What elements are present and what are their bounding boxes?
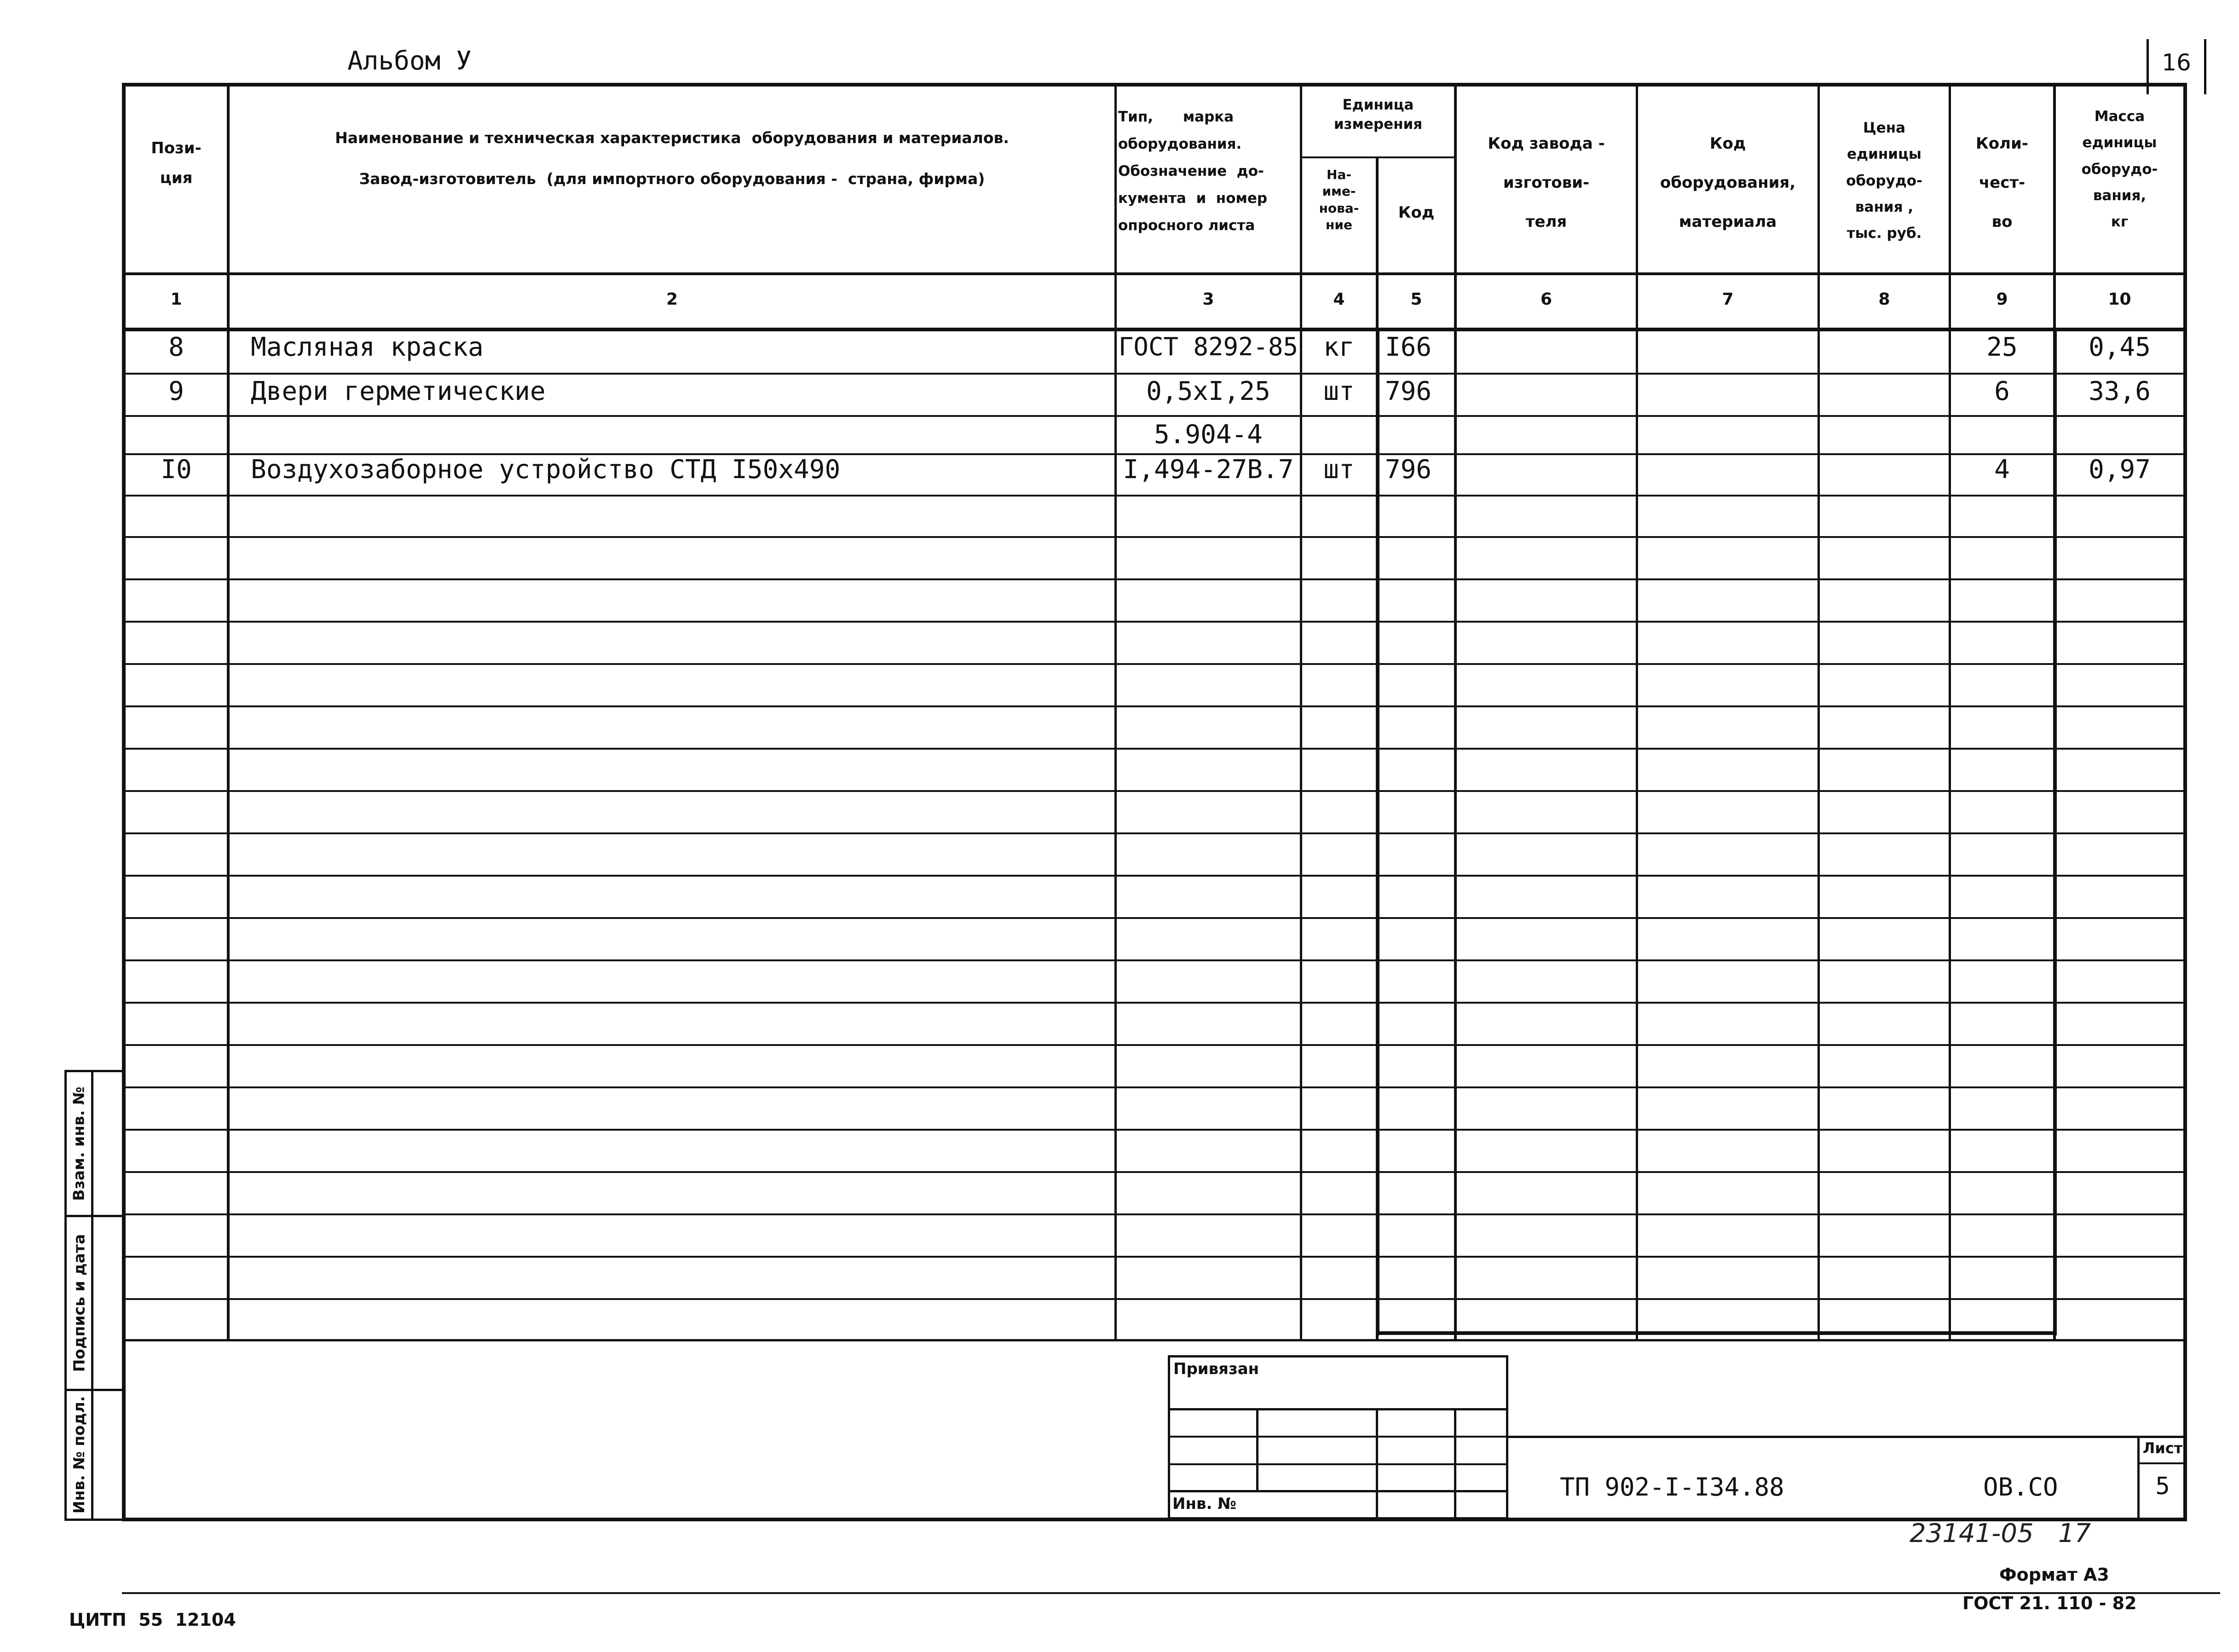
list-number: 5: [2155, 1473, 2170, 1500]
handwritten-number: 23141-05 17: [1910, 1519, 2091, 1548]
doc-section: ОВ.СО: [1983, 1473, 2058, 1502]
side-stamp-inv: Инв. № подл.: [70, 1396, 88, 1514]
privyazan-h3: [1168, 1463, 1508, 1465]
col-line-2: [1114, 83, 1117, 1341]
table-row-line: [122, 495, 2186, 497]
frame-top: [122, 83, 2186, 87]
row-code: 796: [1385, 376, 1432, 406]
bold-box-left: [1376, 328, 1379, 1335]
row-code: I66: [1385, 332, 1432, 362]
privyazan-v1: [1256, 1408, 1258, 1492]
row-code: 796: [1385, 455, 1432, 485]
table-row-line: [122, 1171, 2186, 1173]
table-row-line: [122, 536, 2186, 538]
col2-header-line1: Наименование и техническая характеристика оборудования и материалов.: [335, 129, 1009, 147]
colnum-bottom-line: [122, 328, 2186, 331]
row-unit: шт: [1323, 376, 1355, 406]
col7-header: Код оборудования, материала: [1660, 134, 1796, 231]
colnum-7: 7: [1722, 290, 1734, 309]
col2-header: [230, 129, 1114, 188]
table-row-line: [122, 373, 2186, 375]
col-line-5: [1454, 83, 1457, 1341]
row-unit: шт: [1323, 455, 1355, 485]
col9-header: Коли- чест- во: [1976, 134, 2028, 231]
side-stamp-podpis: Подпись и дата: [70, 1234, 88, 1372]
side-stamp-divider: [91, 1070, 93, 1521]
col-line-7: [1818, 83, 1820, 1341]
row-name: Двери герметические: [251, 376, 546, 406]
col3-header-line: оборудования.: [1118, 135, 1242, 152]
privyazan-v2: [1376, 1408, 1378, 1519]
row-pos: I0: [161, 455, 192, 485]
row-qty: 4: [1994, 455, 2010, 485]
table-row-line: [122, 705, 2186, 707]
row-mass: 33,6: [2089, 376, 2151, 406]
col5-header: Код: [1398, 203, 1435, 222]
side-stamp-podpis-wrap: [67, 1217, 91, 1389]
row-type: ГОСТ 8292-85: [1118, 332, 1298, 361]
col6-header: Код завода - изготови- теля: [1488, 134, 1605, 231]
col2-header-line2: Завод-изготовитель (для импортного оборудования - страна, фирма): [359, 170, 985, 188]
row-name: Масляная краска: [251, 332, 484, 362]
inv-no-label: Инв. №: [1172, 1495, 1237, 1513]
table-row-line: [122, 959, 2186, 961]
frame-right: [2183, 83, 2187, 1521]
table-row-line: [122, 917, 2186, 919]
side-stamp-inv-wrap: [67, 1391, 91, 1519]
table-row-line: [122, 1002, 2186, 1004]
table-row-line: [122, 832, 2186, 834]
privyazan-h1: [1168, 1408, 1508, 1410]
col-line-3: [1300, 83, 1302, 1341]
row-type: I,494-27B.7: [1123, 455, 1294, 485]
footer-format: Формат А3: [1999, 1565, 2109, 1585]
table-bottom-line: [122, 1339, 2186, 1341]
table-row-line: [122, 578, 2186, 580]
docblock-top: [1508, 1436, 2187, 1438]
header-bottom-line: [122, 272, 2186, 275]
side-stamp-vzam: Взам. инв. №: [70, 1086, 88, 1201]
privyazan-v3: [1454, 1408, 1456, 1519]
page-number-corner: 16: [2162, 49, 2191, 76]
colnum-8: 8: [1878, 290, 1890, 309]
frame-bottom: [122, 1518, 2187, 1521]
row-pos: 9: [168, 376, 184, 406]
col-line-1: [227, 83, 230, 1341]
table-row-line: [122, 748, 2186, 750]
row-unit: кг: [1323, 332, 1355, 362]
table-row-line: [122, 663, 2186, 665]
table-row-line: [122, 1298, 2186, 1300]
table-row-line: [122, 1256, 2186, 1258]
privyazan-h4: [1168, 1490, 1508, 1492]
table-row-line: [122, 415, 2186, 417]
list-box-mid: [2137, 1462, 2187, 1464]
colnum-1: 1: [170, 290, 182, 309]
colnum-6: 6: [1540, 290, 1552, 309]
table-row-line: [122, 875, 2186, 877]
row-qty: 6: [1994, 376, 2010, 406]
bold-box-bottom: [1376, 1331, 2056, 1335]
footer-printer: ЦИТП 55 12104: [69, 1610, 236, 1630]
album-label: Альбом У: [347, 46, 472, 76]
col10-header: Масса единицы оборудо- вания, кг: [2081, 108, 2158, 231]
row-mass: 0,45: [2089, 332, 2151, 362]
col3-header-line: кумента и номер: [1118, 190, 1268, 207]
footer-line: [122, 1592, 2220, 1594]
table-row-line: [122, 1213, 2186, 1215]
colnum-4: 4: [1333, 290, 1345, 309]
table-row-line: [122, 790, 2186, 792]
row-mass: 0,97: [2089, 455, 2151, 485]
list-label: Лист: [2142, 1439, 2183, 1457]
row-type: 5.904-4: [1154, 420, 1263, 450]
table-row-line: [122, 1129, 2186, 1131]
col3-header-line: Обозначение до-: [1118, 162, 1264, 179]
col-line-6: [1636, 83, 1638, 1341]
colnum-9: 9: [1996, 290, 2008, 309]
colnum-5: 5: [1410, 290, 1422, 309]
colnum-10: 10: [2108, 290, 2131, 309]
col3-header-line: опросного листа: [1118, 217, 1255, 234]
colnum-2: 2: [666, 290, 678, 309]
col3-header-line: Тип, марка: [1118, 109, 1234, 125]
row-type: 0,5xI,25: [1146, 376, 1270, 406]
privyazan-h2: [1168, 1436, 1508, 1438]
col1-header: Пози- ция: [151, 139, 202, 187]
table-row-line: [122, 1086, 2186, 1088]
privyazan-label: Привязан: [1173, 1360, 1259, 1378]
col4-header: На- име- нова- ние: [1319, 167, 1359, 233]
side-stamp-vzam-wrap: [67, 1072, 91, 1215]
table-row-line: [122, 621, 2186, 623]
colnum-3: 3: [1202, 290, 1214, 309]
footer-gost: ГОСТ 21. 110 - 82: [1962, 1593, 2137, 1613]
unit-group-header: Единица измерения: [1333, 97, 1423, 133]
row-name: Воздухозаборное устройство СТД I50x490: [251, 455, 841, 485]
table-row-line: [122, 1044, 2186, 1046]
row-qty: 25: [1986, 332, 2018, 362]
doc-code: ТП 902-I-I34.88: [1560, 1473, 1784, 1502]
col-line-8: [1949, 83, 1951, 1341]
row-pos: 8: [168, 332, 184, 362]
col8-header: Цена единицы оборудо- вания , тыс. руб.: [1846, 120, 1922, 242]
col3-header: [1118, 104, 1300, 239]
